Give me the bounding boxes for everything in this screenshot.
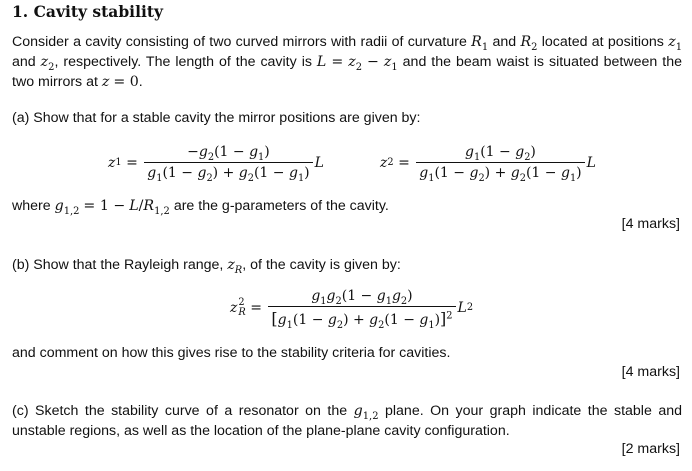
- part-c-prompt: (c) Sketch the stability curve of a resonator on the $g_{1,2}$ plane. On your graph indicate the stable and unstable regions, as well as the location of the plane-plane cavity configuration.: [12, 403, 682, 439]
- where-text: where: [12, 198, 55, 214]
- g-parameter-definition: where $g_{1,2} = 1 - L/R_{1,2}$ are the g-parameters of the cavity.: [12, 198, 389, 217]
- part-b-comment: and comment on how this gives rise to the stability criteria for cavities.: [12, 345, 451, 361]
- part-c-marks: [2 marks]: [621, 441, 680, 457]
- intro-text: located at positions: [537, 34, 669, 50]
- part-b-marks: [4 marks]: [621, 364, 680, 380]
- part-b-text: , of the cavity is given by:: [242, 257, 401, 273]
- part-b-prompt: (b) Show that the Rayleigh range, $z_R$, of the cavity is given by:: [12, 257, 401, 276]
- intro-text: and: [12, 54, 41, 70]
- intro-text: .: [138, 74, 143, 90]
- intro-text: and: [488, 34, 521, 50]
- equation-z2: z 2 = $\frac{g_1(1 - g_2)}{g_1(1 - g_2) + g_2(1 - g_1)}$ L: [380, 144, 596, 184]
- part-c-text: (c) Sketch the stability curve of a resonator on the: [12, 403, 354, 419]
- problem-title: 1. Cavity stability: [12, 2, 164, 21]
- equation-z1: z 1 = $\frac{-g_2(1 - g_1)}{g_1(1 - g_2) + g_2(1 - g_1)}$ L: [108, 144, 324, 184]
- intro-text: Consider a cavity consisting of two curved mirrors with radii of curvature: [12, 34, 472, 50]
- part-b-text: (b) Show that the Rayleigh range,: [12, 257, 228, 273]
- part-c-text: plane. On your graph indicate the stable and unstable regions, as well as the location of the plane-plane cavity configuration.: [12, 403, 682, 439]
- intro-paragraph: Consider a cavity consisting of two curved mirrors with radii of curvature $R_1$ and $R_2$ located at positions $z_1$ and $z_2$, respectively. The length of the cavity is $L = z_2 - z_1$ and the beam waist is situated between the two mirrors at z = 0.: [12, 34, 683, 90]
- where-text: are the g-parameters of the cavity.: [169, 198, 389, 214]
- intro-text: , respectively. The length of the cavity is: [54, 54, 317, 70]
- intro-text: and the beam waist is situated between the two mirrors at: [12, 54, 682, 90]
- part-a-marks: [4 marks]: [621, 216, 680, 232]
- part-a-prompt: (a) Show that for a stable cavity the mirror positions are given by:: [12, 110, 421, 126]
- equation-rayleigh-range: z 2 R = $\frac{g_1g_2(1 - g_1g_2)}{[g_1(1 - g_2) + g_2(1 - g_1)]^2}$ L 2: [230, 288, 474, 331]
